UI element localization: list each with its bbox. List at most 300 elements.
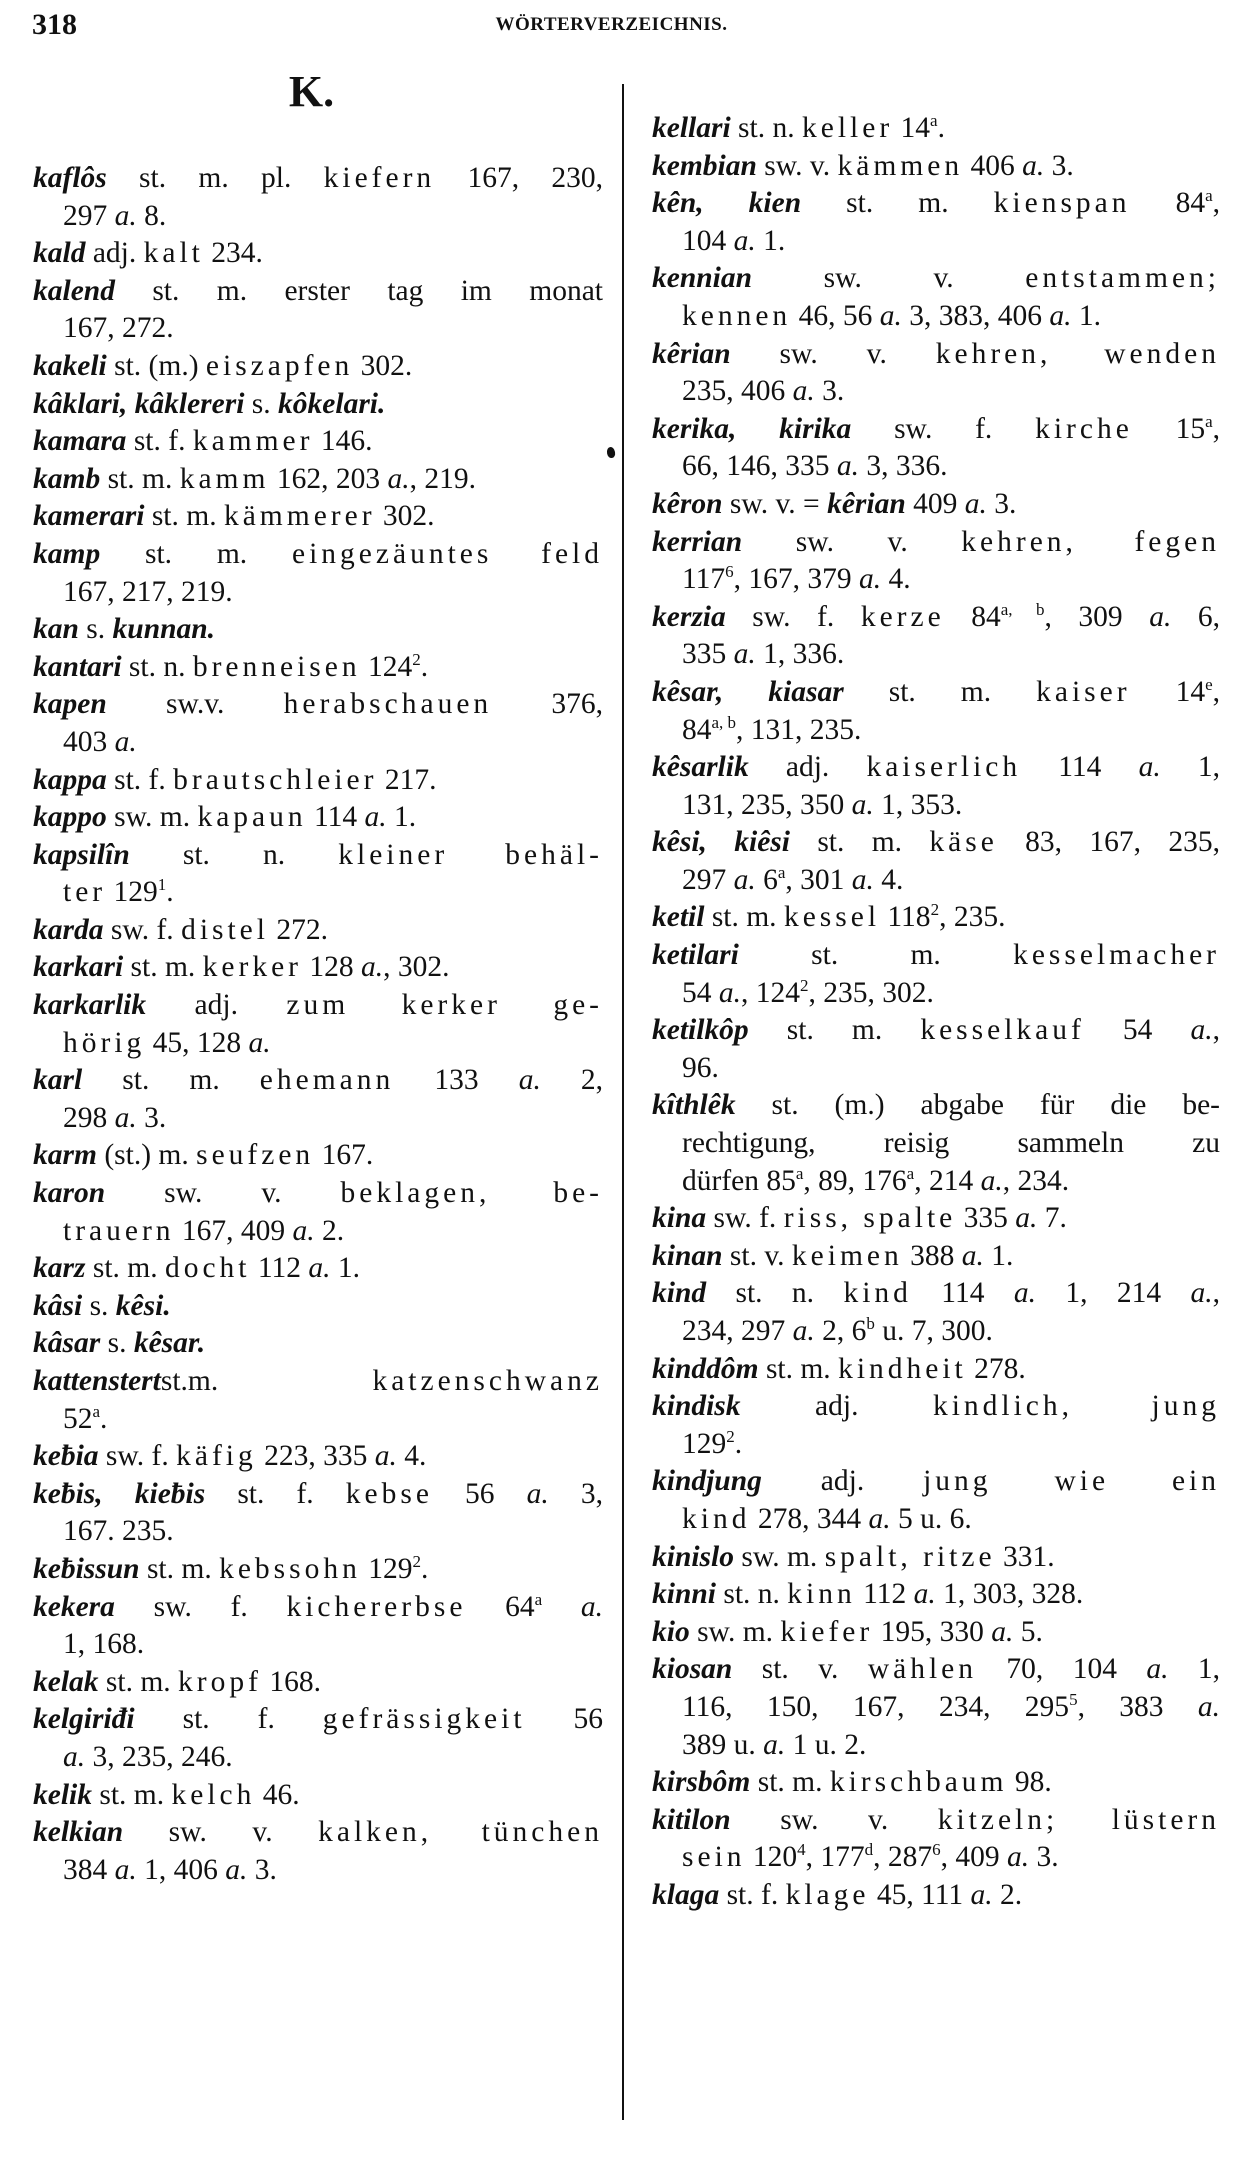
gloss: ter (63, 876, 107, 909)
entry-text: 278. (966, 1352, 1026, 1385)
section-letter-heading: K. (288, 67, 335, 116)
entry-line (652, 1012, 1220, 1050)
superscript-note: a, b (711, 712, 737, 732)
entry-line (33, 987, 603, 1025)
entry-text: 3, 383, 406 (901, 299, 1050, 332)
headword: kâklari, kâklereri (33, 387, 245, 420)
entry-text: 302. (375, 500, 435, 533)
abbreviation: a. (718, 976, 741, 1009)
entry-text: 5. (1013, 1615, 1043, 1648)
superscript-note: 6 (725, 562, 734, 582)
entry-text: 83, 167, 235, (997, 826, 1221, 859)
dictionary-entry (33, 762, 603, 800)
entry-text: 1, 303, 328. (935, 1578, 1084, 1611)
dictionary-entry (33, 1476, 603, 1551)
headword: kan (33, 613, 79, 646)
entry-text: st. v. (732, 1653, 868, 1686)
headword: kerzia (652, 600, 726, 633)
entry-continuation-line (33, 1025, 603, 1063)
entry-text: st. m. pl. (106, 162, 324, 194)
gloss: kirschbaum (829, 1766, 1008, 1799)
entry-text: 195, 330 (873, 1615, 992, 1648)
headword: ketilari (652, 939, 739, 972)
dictionary-entry (33, 536, 603, 611)
entry-text: 54 (682, 976, 719, 1009)
superscript-note: 4 (797, 1840, 806, 1860)
dictionary-entry (33, 1325, 603, 1363)
gloss: kammer (192, 425, 314, 458)
headword: kapen (33, 688, 107, 721)
entry-text: , 124 (741, 976, 800, 1009)
entry-text: 1, 406 (136, 1853, 226, 1886)
entry-text: s. (82, 1289, 116, 1322)
dictionary-entry (33, 1664, 603, 1702)
gloss: kirche (1035, 412, 1133, 445)
entry-continuation-line (652, 561, 1220, 599)
entry-text: 297 (63, 199, 115, 232)
entry-continuation-line (652, 1163, 1220, 1201)
dictionary-entry (33, 949, 603, 987)
entry-line (652, 1087, 1220, 1125)
entry-text: 4. (881, 563, 911, 596)
entry-text: 234. (203, 237, 263, 270)
entry-text: , 167, 379 (733, 563, 860, 596)
headword: kelgiriđi (33, 1703, 135, 1736)
page-number: 318 (32, 8, 77, 41)
abbreviation: a. (913, 1578, 936, 1611)
headword: kêsarlik (652, 751, 749, 784)
dictionary-entry (652, 110, 1220, 148)
abbreviation: a. (792, 1315, 815, 1347)
superscript-note: 5 (1069, 1690, 1078, 1710)
entry-text: , (1212, 412, 1220, 445)
entry-text: 1, 214 (1035, 1277, 1191, 1310)
entry-text: . (421, 1552, 429, 1585)
entry-text: , (1212, 187, 1221, 220)
abbreviation: a. (868, 1502, 891, 1535)
abbreviation: a. (1190, 1277, 1213, 1310)
superscript-note: a (1205, 186, 1213, 206)
entry-text: , (1212, 1277, 1221, 1310)
entry-text: 112 (855, 1578, 914, 1611)
entry-text: 403 (63, 725, 115, 758)
entry-continuation-line (652, 1426, 1220, 1464)
entry-text: , 235. (939, 901, 1006, 934)
dictionary-entry (33, 837, 603, 912)
entry-text: 384 (63, 1853, 115, 1886)
abbreviation: a. (364, 801, 387, 834)
headword: karda (33, 913, 104, 946)
entry-text: st. (m.) (106, 349, 206, 382)
entry-text: sw. v. (752, 262, 1026, 295)
entry-line (652, 1802, 1220, 1840)
entry-line (33, 912, 603, 950)
entry-text: 46, 56 (791, 299, 880, 332)
superscript-note: 6 (932, 1840, 941, 1860)
dictionary-entry (652, 336, 1220, 411)
headword: kattenstert (33, 1365, 161, 1397)
abbreviation: a. (114, 1101, 137, 1134)
dictionary-entry (33, 1175, 603, 1250)
headword: kinan (652, 1239, 723, 1272)
headword: kindjung (652, 1465, 762, 1498)
headword: kirsbôm (652, 1766, 751, 1799)
gloss: käfig (176, 1440, 257, 1473)
gloss: kaiser (1036, 675, 1131, 708)
entry-text: , 409 (940, 1841, 1008, 1874)
entry-text: st. f. (134, 1703, 323, 1736)
entry-text: (st.) m. (96, 1139, 197, 1172)
entry-text: 1, 168. (63, 1628, 145, 1661)
superscript-note: a (534, 1589, 543, 1609)
entry-text: st. m. (758, 1352, 839, 1385)
dictionary-entry (33, 649, 603, 687)
entry-text: 118 (880, 901, 931, 934)
entry-continuation-line (33, 1100, 603, 1138)
entry-continuation-line (33, 724, 603, 762)
headword: kinni (652, 1578, 716, 1611)
entry-text: st. m. (144, 500, 224, 533)
entry-text: 1. (386, 801, 417, 834)
gloss: kiefern (323, 162, 436, 194)
gloss: sein (682, 1841, 746, 1874)
entry-text: 2, (540, 1064, 604, 1097)
entry-line (33, 1363, 603, 1401)
entry-text: 3. (136, 1101, 167, 1134)
entry-text: adj. (85, 237, 144, 270)
entry-line (33, 273, 603, 311)
dictionary-entry (652, 1275, 1220, 1350)
entry-text: sw. v. (730, 1803, 938, 1836)
entry-text: 167. 235. (63, 1515, 174, 1548)
dictionary-entry (33, 1438, 603, 1476)
dictionary-entry (33, 1701, 603, 1776)
entry-text: 1 u. 2. (785, 1728, 867, 1761)
entry-text: 167. (314, 1139, 374, 1172)
headword: kamara (33, 425, 127, 458)
entry-text: 64 (466, 1590, 535, 1623)
abbreviation: a. (1146, 1653, 1169, 1686)
headword: karm (33, 1139, 97, 1172)
dictionary-entry (652, 1388, 1220, 1463)
headword: kald (33, 237, 86, 270)
abbreviation: a. (961, 1239, 984, 1272)
entry-line (652, 749, 1220, 787)
abbreviation: a. (792, 375, 815, 408)
entry-text: 376, (492, 688, 604, 721)
entry-text: 388 (902, 1239, 962, 1272)
dictionary-entry (652, 1351, 1220, 1389)
dictionary-entry (33, 160, 603, 235)
dictionary-entry (652, 148, 1220, 186)
headword: kitilon (652, 1803, 731, 1836)
headword: kêron (652, 487, 723, 520)
dictionary-entry (33, 1062, 603, 1137)
headword: kio (652, 1615, 690, 1648)
entry-text: 389 u. (682, 1728, 764, 1761)
entry-text: 2. (992, 1878, 1023, 1911)
ink-spot-mark (606, 446, 616, 458)
entry-text: 6 (755, 863, 778, 896)
gloss: kiefer (780, 1615, 874, 1648)
entry-text: 116, 150, 167, 234, 295 (682, 1690, 1070, 1723)
gloss: kapaun (197, 801, 307, 834)
headword: kellari (652, 112, 731, 144)
entry-line (652, 260, 1220, 298)
entry-text: 3, 336. (859, 450, 948, 483)
entry-line (33, 799, 603, 837)
entry-text: sw. m. (689, 1615, 781, 1648)
dictionary-entry (33, 686, 603, 761)
entry-text: sw. f. (706, 1202, 784, 1235)
entry-text: 162, 203 (269, 462, 388, 495)
gloss: katzenschwanz (372, 1365, 603, 1397)
entry-text: 15 (1132, 412, 1206, 445)
entry-line (652, 1614, 1220, 1652)
gloss: eingezäuntes feld (292, 537, 604, 570)
entry-line (652, 148, 1220, 186)
entry-text: 235, 406 (682, 375, 793, 408)
dictionary-entry (652, 1012, 1220, 1087)
abbreviation: a. (733, 224, 756, 257)
abbreviation: a. (580, 1590, 603, 1623)
entry-continuation-line (652, 1313, 1220, 1351)
entry-text: 335 (682, 638, 734, 671)
gloss: kebssohn (219, 1552, 361, 1585)
entry-line (652, 1238, 1220, 1276)
entry-text: 131, 235, 350 (682, 788, 852, 821)
gloss: kämmerer (223, 500, 376, 533)
dictionary-entry (33, 611, 603, 649)
entry-text: 1, (1168, 1653, 1221, 1686)
headword: kamb (33, 462, 101, 495)
headword: kinddôm (652, 1352, 759, 1385)
entry-text: 6, (1171, 600, 1221, 633)
abbreviation: a. (859, 563, 882, 596)
gloss: distel (181, 913, 269, 946)
entry-text: 302. (353, 349, 413, 382)
entry-text: . (166, 876, 174, 909)
entry-text: 54 (1084, 1014, 1191, 1047)
abbreviation: a. (851, 788, 874, 821)
entry-line (652, 110, 1220, 148)
entry-text: , (1212, 1014, 1221, 1047)
headword: kiosan (652, 1653, 733, 1686)
entry-continuation-line (652, 712, 1220, 750)
entry-text: st. m. (843, 675, 1037, 708)
entry-line (33, 423, 603, 461)
entry-text: st. n. (706, 1277, 844, 1310)
headword: karz (33, 1252, 86, 1285)
entry-text: 406 (963, 149, 1023, 182)
entry-text: 114 (1021, 751, 1139, 784)
gloss: kebse (345, 1477, 433, 1510)
entry-line (652, 937, 1220, 975)
headword: kâsi (33, 1289, 83, 1322)
entry-text: 8. (136, 199, 167, 232)
entry-line (33, 1701, 603, 1739)
abbreviation: a. (1197, 1690, 1221, 1723)
entry-line (652, 1275, 1220, 1313)
entry-line (33, 160, 603, 198)
gloss: kehren, wenden (935, 337, 1220, 370)
headword: kunnan. (112, 613, 216, 646)
entry-continuation-line (652, 1727, 1220, 1765)
gloss: entstammen; (1025, 262, 1220, 295)
entry-text: . (420, 650, 429, 683)
gloss: kropf (178, 1665, 262, 1698)
abbreviation: a. (361, 951, 384, 984)
entry-text: 129 (360, 1552, 413, 1585)
superscript-note: 2 (930, 900, 940, 920)
entry-text: st. n. (121, 650, 193, 683)
dictionary-entry (33, 1137, 603, 1175)
right-column (652, 110, 1220, 1915)
entry-line (33, 536, 603, 574)
gloss: herabschauen (283, 688, 493, 721)
abbreviation: a. (63, 1740, 86, 1773)
headword: klaga (652, 1878, 720, 1911)
entry-text: u. 7, 300. (874, 1315, 993, 1347)
dictionary-entry (652, 1087, 1220, 1200)
entry-line (652, 336, 1220, 374)
entry-text: sw. v. (105, 1177, 341, 1210)
dictionary-entry (652, 411, 1220, 486)
entry-line (652, 1576, 1220, 1614)
entry-text: 167, 230, (435, 162, 603, 194)
dictionary-entry (33, 799, 603, 837)
entry-text: st. m. (738, 939, 1014, 972)
headword: kêsar. (133, 1327, 206, 1360)
gloss: brenneisen (192, 650, 361, 683)
entry-text: , 131, 235. (736, 713, 862, 746)
superscript-note: 2 (800, 975, 809, 995)
entry-text: 1, (1160, 751, 1220, 784)
entry-continuation-line (33, 1852, 603, 1890)
entry-text: sw. f. (851, 412, 1036, 445)
abbreviation: a. (851, 863, 874, 896)
entry-text: 114 (911, 1277, 1014, 1310)
left-column (33, 160, 603, 1889)
gloss: kerze (860, 600, 945, 633)
dictionary-entry (652, 824, 1220, 899)
entry-continuation-line (652, 373, 1220, 411)
entry-line (33, 1137, 603, 1175)
dictionary-entry (652, 1764, 1220, 1802)
entry-text: 168. (261, 1665, 321, 1698)
entry-line (652, 674, 1220, 712)
gloss: seufzen (196, 1139, 315, 1172)
gloss: kämmen (837, 149, 964, 182)
gloss: kleiner behäl- (338, 838, 603, 871)
entry-text: st. f. (719, 1878, 786, 1911)
entry-line (33, 386, 603, 424)
entry-line (652, 599, 1220, 637)
headword: kennian (652, 262, 753, 295)
superscript-note: a (1205, 411, 1213, 431)
entry-text: st. m. (139, 1552, 220, 1585)
dictionary-entry (652, 1539, 1220, 1577)
abbreviation: a. (970, 1878, 993, 1911)
entry-continuation-line (652, 1050, 1220, 1088)
abbreviation: a. (1149, 600, 1172, 633)
dictionary-entry (652, 260, 1220, 335)
entry-text: 217. (377, 763, 437, 796)
entry-text: st. m. (750, 1766, 830, 1799)
entry-text: 4. (396, 1440, 427, 1473)
entry-text: 409 (905, 487, 965, 520)
entry-text: st. n. (129, 838, 339, 871)
entry-text: 52 (63, 1402, 93, 1435)
gloss: käse (929, 826, 998, 859)
entry-text: . (100, 1402, 108, 1435)
running-title-row (0, 14, 1247, 36)
gloss: kindlich, jung (932, 1390, 1220, 1423)
abbreviation: a. (1190, 1014, 1213, 1047)
entry-line (33, 1777, 603, 1815)
abbreviation: a. (114, 725, 137, 758)
superscript-note: 2 (412, 649, 421, 669)
dictionary-entry (652, 937, 1220, 1012)
entry-line (652, 486, 1220, 524)
entry-line (652, 1539, 1220, 1577)
abbreviation: a. (733, 638, 756, 671)
entry-continuation-line (33, 310, 603, 348)
entry-text: 167, 409 (174, 1214, 293, 1247)
entry-line (33, 762, 603, 800)
dictionary-entry (652, 1576, 1220, 1614)
entry-text: sw. f. (725, 600, 861, 633)
dictionary-entry (652, 674, 1220, 749)
dictionary-entry (652, 486, 1220, 524)
dictionary-entry (652, 1802, 1220, 1877)
gloss: kaiserlich (866, 751, 1022, 784)
headword: kêrian (652, 337, 731, 370)
abbreviation: a. (733, 863, 756, 896)
entry-text: st. m. (92, 1778, 172, 1811)
entry-line (33, 1062, 603, 1100)
abbreviation: a. (225, 1853, 248, 1886)
entry-text: sw. f. (103, 913, 182, 946)
entry-text: 14 (1130, 675, 1206, 708)
gloss: kehren, fegen (961, 525, 1220, 558)
entry-line (652, 1463, 1220, 1501)
gloss: kalt (143, 237, 204, 270)
entry-text: st. m. (100, 537, 292, 570)
gloss: docht (164, 1252, 251, 1285)
entry-text: , 302. (383, 951, 450, 984)
headword: kekera (33, 1590, 115, 1623)
entry-text: 133 (394, 1064, 519, 1097)
entry-text: sw. f. (114, 1590, 287, 1623)
entry-text: 3. (814, 375, 845, 408)
dictionary-entry (33, 386, 603, 424)
gloss: jung wie ein (923, 1465, 1220, 1498)
entry-text: s. (100, 1327, 134, 1360)
headword: kên, kien (652, 187, 802, 220)
entry-text: sw. v. (123, 1816, 319, 1849)
entry-text: st. m. (100, 462, 180, 495)
entry-text: 7. (1037, 1202, 1067, 1235)
entry-text: 167, 272. (63, 312, 174, 345)
entry-text: 3. (247, 1853, 277, 1886)
dictionary-entry (33, 1814, 603, 1889)
entry-line (33, 1664, 603, 1702)
entry-line (652, 1877, 1220, 1915)
dictionary-entry (33, 423, 603, 461)
entry-text: 5 u. 6. (890, 1502, 972, 1535)
headword: kelak (33, 1665, 99, 1698)
